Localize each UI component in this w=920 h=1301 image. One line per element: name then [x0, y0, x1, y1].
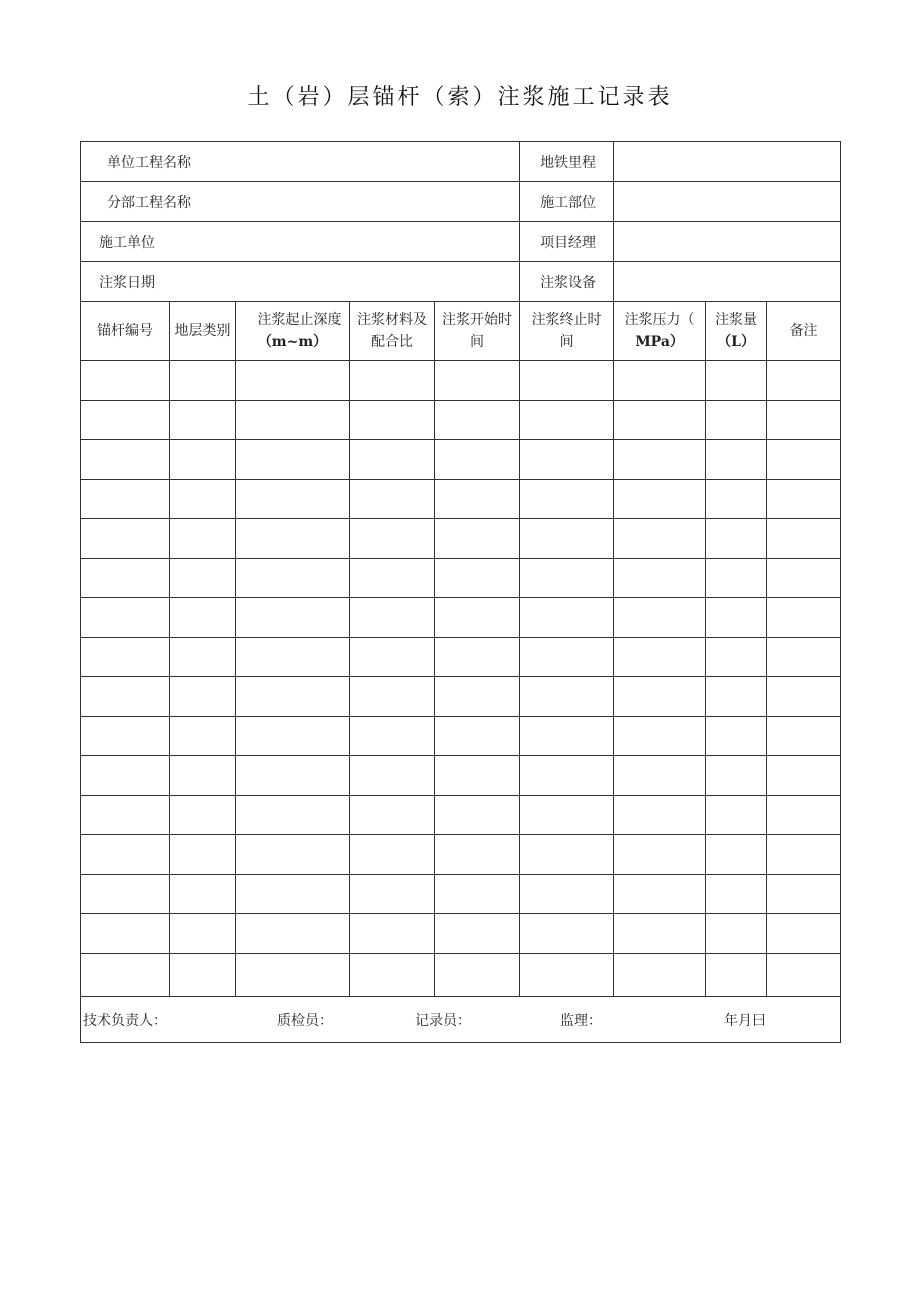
- supervisor-label: 监理：: [560, 1012, 602, 1029]
- table-cell[interactable]: [236, 953, 350, 996]
- value-metro-mileage[interactable]: [614, 142, 841, 182]
- signature-row: [81, 996, 841, 1042]
- table-cell[interactable]: [614, 519, 706, 559]
- table-cell[interactable]: [767, 598, 841, 638]
- table-cell[interactable]: [767, 637, 841, 677]
- col-grouting-depth: 注浆起止深度 （m~m）: [236, 302, 350, 361]
- label-grouting-date: 注浆日期: [81, 262, 520, 302]
- table-cell[interactable]: [767, 479, 841, 519]
- table-cell[interactable]: [236, 361, 350, 401]
- table-cell[interactable]: [520, 716, 614, 756]
- table-cell[interactable]: [236, 874, 350, 914]
- table-cell[interactable]: [81, 637, 170, 677]
- table-row: [81, 479, 841, 519]
- table-cell[interactable]: [767, 795, 841, 835]
- table-cell[interactable]: [520, 835, 614, 875]
- table-cell[interactable]: [435, 677, 520, 717]
- table-cell[interactable]: [170, 440, 236, 480]
- table-row: [81, 519, 841, 559]
- table-cell[interactable]: [435, 598, 520, 638]
- table-row: [81, 558, 841, 598]
- table-row: [81, 637, 841, 677]
- table-cell[interactable]: [170, 519, 236, 559]
- table-cell[interactable]: [614, 440, 706, 480]
- table-cell[interactable]: [435, 440, 520, 480]
- table-cell[interactable]: [767, 558, 841, 598]
- value-grouting-equipment[interactable]: [614, 262, 841, 302]
- table-cell[interactable]: [170, 361, 236, 401]
- table-cell[interactable]: [236, 677, 350, 717]
- table-cell[interactable]: [767, 519, 841, 559]
- table-cell[interactable]: [81, 519, 170, 559]
- table-cell[interactable]: [767, 756, 841, 796]
- table-cell[interactable]: [236, 558, 350, 598]
- table-cell[interactable]: [236, 400, 350, 440]
- table-cell[interactable]: [706, 874, 767, 914]
- table-cell[interactable]: [706, 835, 767, 875]
- table-row: [81, 835, 841, 875]
- table-cell[interactable]: [350, 795, 435, 835]
- table-cell[interactable]: [170, 914, 236, 954]
- table-cell[interactable]: [520, 795, 614, 835]
- table-cell[interactable]: [350, 953, 435, 996]
- table-cell[interactable]: [350, 519, 435, 559]
- table-cell[interactable]: [236, 519, 350, 559]
- table-row: [81, 716, 841, 756]
- label-unit-project-name: 单位工程名称: [81, 142, 520, 182]
- table-cell[interactable]: [706, 479, 767, 519]
- table-cell[interactable]: [81, 361, 170, 401]
- table-cell[interactable]: [520, 756, 614, 796]
- label-metro-mileage: 地铁里程: [520, 142, 614, 182]
- table-cell[interactable]: [236, 914, 350, 954]
- label-grouting-equipment: 注浆设备: [520, 262, 614, 302]
- table-cell[interactable]: [435, 519, 520, 559]
- table-cell[interactable]: [767, 835, 841, 875]
- table-cell[interactable]: [520, 400, 614, 440]
- col-grout-material: 注浆材料及 配合比: [350, 302, 435, 361]
- col-start-time: 注浆开始时 间: [435, 302, 520, 361]
- table-cell[interactable]: [236, 637, 350, 677]
- table-cell[interactable]: [350, 637, 435, 677]
- table-cell[interactable]: [520, 874, 614, 914]
- tech-lead-label: 技术负责人：: [83, 1012, 167, 1029]
- table-cell[interactable]: [767, 874, 841, 914]
- table-cell[interactable]: [170, 874, 236, 914]
- date-label: 年月曰: [724, 1012, 766, 1029]
- table-cell[interactable]: [170, 558, 236, 598]
- table-cell[interactable]: [350, 479, 435, 519]
- table-cell[interactable]: [614, 598, 706, 638]
- table-cell[interactable]: [767, 716, 841, 756]
- table-cell[interactable]: [170, 400, 236, 440]
- table-cell[interactable]: [767, 400, 841, 440]
- table-row: [81, 914, 841, 954]
- table-cell[interactable]: [706, 716, 767, 756]
- table-cell[interactable]: [170, 598, 236, 638]
- table-cell[interactable]: [520, 637, 614, 677]
- table-cell[interactable]: [81, 400, 170, 440]
- table-cell[interactable]: [706, 519, 767, 559]
- table-cell[interactable]: [435, 795, 520, 835]
- table-cell[interactable]: [520, 914, 614, 954]
- data-rows: [81, 361, 841, 997]
- table-cell[interactable]: [435, 400, 520, 440]
- table-cell[interactable]: [350, 874, 435, 914]
- table-cell[interactable]: [706, 795, 767, 835]
- info-row-contractor: [81, 222, 841, 262]
- table-cell[interactable]: [236, 440, 350, 480]
- col-grout-volume: 注浆量 （L）: [706, 302, 767, 361]
- table-cell[interactable]: [767, 953, 841, 996]
- table-cell[interactable]: [706, 400, 767, 440]
- table-cell[interactable]: [350, 361, 435, 401]
- table-cell[interactable]: [170, 479, 236, 519]
- table-cell[interactable]: [520, 519, 614, 559]
- label-construction-unit: 施工单位: [81, 222, 520, 262]
- table-cell[interactable]: [614, 874, 706, 914]
- grouting-record-table: [80, 141, 841, 1043]
- table-cell[interactable]: [614, 400, 706, 440]
- table-cell[interactable]: [520, 558, 614, 598]
- table-cell[interactable]: [614, 361, 706, 401]
- table-cell[interactable]: [350, 440, 435, 480]
- table-cell[interactable]: [435, 716, 520, 756]
- table-cell[interactable]: [81, 874, 170, 914]
- table-cell[interactable]: [706, 440, 767, 480]
- table-row: [81, 361, 841, 401]
- table-cell[interactable]: [236, 479, 350, 519]
- table-cell[interactable]: [81, 598, 170, 638]
- info-row-project-name: [81, 142, 841, 182]
- table-cell[interactable]: [520, 953, 614, 996]
- table-cell[interactable]: [81, 558, 170, 598]
- col-stratum-type: 地层类别: [170, 302, 236, 361]
- table-cell[interactable]: [435, 479, 520, 519]
- col-anchor-number: 锚杆编号: [81, 302, 170, 361]
- table-cell[interactable]: [767, 677, 841, 717]
- table-cell[interactable]: [435, 756, 520, 796]
- table-cell[interactable]: [350, 558, 435, 598]
- table-cell[interactable]: [706, 598, 767, 638]
- table-cell[interactable]: [435, 914, 520, 954]
- table-cell[interactable]: [81, 795, 170, 835]
- table-cell[interactable]: [236, 716, 350, 756]
- inspector-label: 质检员：: [277, 1012, 333, 1029]
- table-cell[interactable]: [435, 558, 520, 598]
- table-cell[interactable]: [435, 361, 520, 401]
- table-row: [81, 795, 841, 835]
- table-cell[interactable]: [614, 479, 706, 519]
- label-sub-project-name: 分部工程名称: [81, 182, 520, 222]
- table-cell[interactable]: [520, 479, 614, 519]
- table-cell[interactable]: [435, 835, 520, 875]
- table-cell[interactable]: [81, 716, 170, 756]
- label-project-manager: 项目经理: [520, 222, 614, 262]
- table-cell[interactable]: [236, 756, 350, 796]
- table-cell[interactable]: [350, 598, 435, 638]
- label-construction-location: 施工部位: [520, 182, 614, 222]
- value-project-manager[interactable]: [614, 222, 841, 262]
- table-cell[interactable]: [767, 361, 841, 401]
- page-title: 土（岩）层锚杆（索）注浆施工记录表: [247, 85, 673, 110]
- value-construction-location[interactable]: [614, 182, 841, 222]
- table-row: [81, 440, 841, 480]
- table-cell[interactable]: [767, 440, 841, 480]
- table-cell[interactable]: [706, 558, 767, 598]
- table-cell[interactable]: [614, 716, 706, 756]
- table-row: [81, 400, 841, 440]
- recorder-label: 记录员：: [415, 1012, 471, 1029]
- table-cell[interactable]: [350, 835, 435, 875]
- table-cell[interactable]: [170, 716, 236, 756]
- table-cell[interactable]: [350, 914, 435, 954]
- table-cell[interactable]: [520, 361, 614, 401]
- table-cell[interactable]: [170, 756, 236, 796]
- table-cell[interactable]: [81, 756, 170, 796]
- table-cell[interactable]: [350, 756, 435, 796]
- table-cell[interactable]: [81, 479, 170, 519]
- table-cell[interactable]: [170, 677, 236, 717]
- table-row: [81, 756, 841, 796]
- info-row-date: [81, 262, 841, 302]
- table-cell[interactable]: [706, 914, 767, 954]
- table-row: [81, 953, 841, 996]
- table-cell[interactable]: [435, 874, 520, 914]
- table-cell[interactable]: [81, 953, 170, 996]
- table-cell[interactable]: [520, 598, 614, 638]
- col-grouting-pressure: 注浆压力（ MPa）: [614, 302, 706, 361]
- table-cell[interactable]: [520, 677, 614, 717]
- table-cell[interactable]: [614, 637, 706, 677]
- table-cell[interactable]: [236, 795, 350, 835]
- table-cell[interactable]: [520, 440, 614, 480]
- table-cell[interactable]: [350, 400, 435, 440]
- table-cell[interactable]: [706, 677, 767, 717]
- table-cell[interactable]: [81, 677, 170, 717]
- table-cell[interactable]: [706, 756, 767, 796]
- table-cell[interactable]: [350, 677, 435, 717]
- table-cell[interactable]: [81, 914, 170, 954]
- column-header-row: [81, 302, 841, 361]
- table-cell[interactable]: [614, 756, 706, 796]
- table-row: [81, 874, 841, 914]
- table-row: [81, 677, 841, 717]
- table-row: [81, 598, 841, 638]
- table-cell[interactable]: [350, 716, 435, 756]
- table-cell[interactable]: [435, 953, 520, 996]
- table-cell[interactable]: [170, 835, 236, 875]
- table-cell[interactable]: [435, 637, 520, 677]
- info-row-subproject: [81, 182, 841, 222]
- table-cell[interactable]: [170, 795, 236, 835]
- table-cell[interactable]: [614, 914, 706, 954]
- table-cell[interactable]: [236, 598, 350, 638]
- table-cell[interactable]: [614, 558, 706, 598]
- table-cell[interactable]: [614, 835, 706, 875]
- table-cell[interactable]: [706, 637, 767, 677]
- table-cell[interactable]: [236, 835, 350, 875]
- table-cell[interactable]: [706, 361, 767, 401]
- col-end-time: 注浆终止时 间: [520, 302, 614, 361]
- table-cell[interactable]: [170, 637, 236, 677]
- table-cell[interactable]: [81, 835, 170, 875]
- table-cell[interactable]: [706, 953, 767, 996]
- col-remarks: 备注: [767, 302, 841, 361]
- table-cell[interactable]: [767, 914, 841, 954]
- table-cell[interactable]: [614, 953, 706, 996]
- table-cell[interactable]: [614, 795, 706, 835]
- table-cell[interactable]: [614, 677, 706, 717]
- table-cell[interactable]: [170, 953, 236, 996]
- table-cell[interactable]: [81, 440, 170, 480]
